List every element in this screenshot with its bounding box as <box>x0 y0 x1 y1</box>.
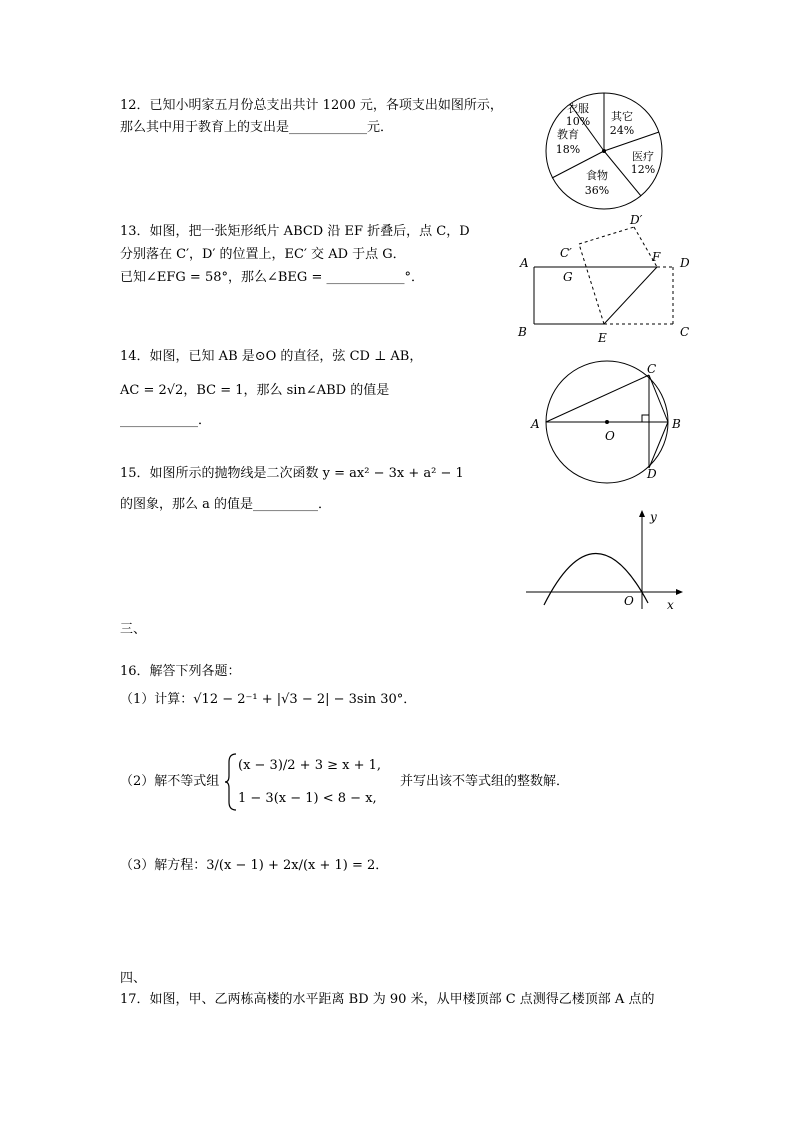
label-A: A <box>520 256 529 270</box>
pie-chart <box>540 90 675 215</box>
label-y: y <box>650 510 657 524</box>
system-brace <box>224 752 238 812</box>
pie-slice-label: 食物 <box>586 169 608 182</box>
q17-line1: 17．如图，甲、乙两栋高楼的水平距离 BD 为 90 米，从甲楼顶部 C 点测得乙楼顶部 A 点的 <box>120 992 655 1007</box>
q14-line2: AC = 2√2，BC = 1，那么 sin∠ABD 的值是 <box>120 383 390 398</box>
pie-slice-value: 36% <box>584 184 610 197</box>
circle-figure <box>525 358 690 488</box>
q16-part2-inequality2: 1 − 3(x − 1) < 8 − x, <box>238 791 377 806</box>
q16-part2-prefix: （2）解不等式组 <box>120 774 220 789</box>
q15-line2: 的图象，那么 a 的值是__________． <box>120 497 332 512</box>
q13-line2: 分别落在 C′，D′ 的位置上，EC′ 交 AD 于点 G． <box>120 247 406 262</box>
q14-line1: 14．如图，已知 AB 是⊙O 的直径，弦 CD ⊥ AB， <box>120 349 423 364</box>
q12-line1: 12．已知小明家五月份总支出共计 1200 元，各项支出如图所示， <box>120 98 503 113</box>
label-O: O <box>605 429 615 443</box>
segment-EC1 <box>579 244 604 324</box>
pie-slice-value: 12% <box>630 163 656 176</box>
segment-C1D1 <box>579 227 634 244</box>
label-E: E <box>598 331 607 345</box>
label-A: A <box>531 417 540 431</box>
chord-BC <box>649 375 668 422</box>
center-O <box>605 420 609 424</box>
label-C: C <box>680 325 690 339</box>
label-B: B <box>672 417 681 431</box>
chord-BD <box>649 422 668 468</box>
q13-line1: 13．如图，把一张矩形纸片 ABCD 沿 EF 折叠后，点 C，D <box>120 224 470 239</box>
label-D: D <box>680 256 690 270</box>
q14-line3: ____________． <box>120 413 212 428</box>
q16-part2-suffix: 并写出该不等式组的整数解． <box>400 774 570 789</box>
label-G: G <box>563 270 573 284</box>
q15-line1: 15．如图所示的抛物线是二次函数 y = ax² − 3x + a² − 1 <box>120 466 464 481</box>
fold-rectangle-figure <box>512 210 702 350</box>
right-angle-mark <box>642 415 649 422</box>
label-D-prime: D′ <box>630 213 643 227</box>
pie-slice-label: 其它 <box>611 110 633 123</box>
label-O: O <box>624 594 634 608</box>
q16-part2-inequality1: (x − 3)/2 + 3 ≥ x + 1, <box>238 758 382 773</box>
q12-line2: 那么其中用于教育上的支出是____________元． <box>120 120 394 135</box>
pie-slice-value: 24% <box>609 124 635 137</box>
label-C: C <box>647 362 657 376</box>
label-D: D <box>647 467 657 481</box>
q13-line3: 已知∠EFG = 58°，那么∠BEG = ____________°． <box>120 270 424 285</box>
pie-slice-value: 10% <box>565 115 591 128</box>
parabola-figure <box>520 505 690 615</box>
label-C-prime: C′ <box>560 246 572 260</box>
label-x: x <box>667 598 674 612</box>
pie-slice-label: 医疗 <box>632 150 654 163</box>
section-4-heading: 四、 <box>120 971 147 986</box>
pie-center <box>602 149 606 153</box>
q16-title: 16．解答下列各题： <box>120 664 241 679</box>
label-B: B <box>518 325 527 339</box>
pie-slice-label: 衣服 <box>567 102 589 115</box>
pie-slice-label: 教育 <box>557 128 579 141</box>
q16-part1: （1）计算：√12 − 2⁻¹ + |√3 − 2| − 3sin 30°． <box>120 692 417 707</box>
fold-line-EF <box>604 267 657 324</box>
section-3-heading: 三、 <box>120 622 147 637</box>
pie-slice-value: 18% <box>555 143 581 156</box>
q16-part3: （3）解方程：3/(x − 1) + 2x/(x + 1) = 2． <box>120 858 389 873</box>
label-F: F <box>652 250 661 264</box>
